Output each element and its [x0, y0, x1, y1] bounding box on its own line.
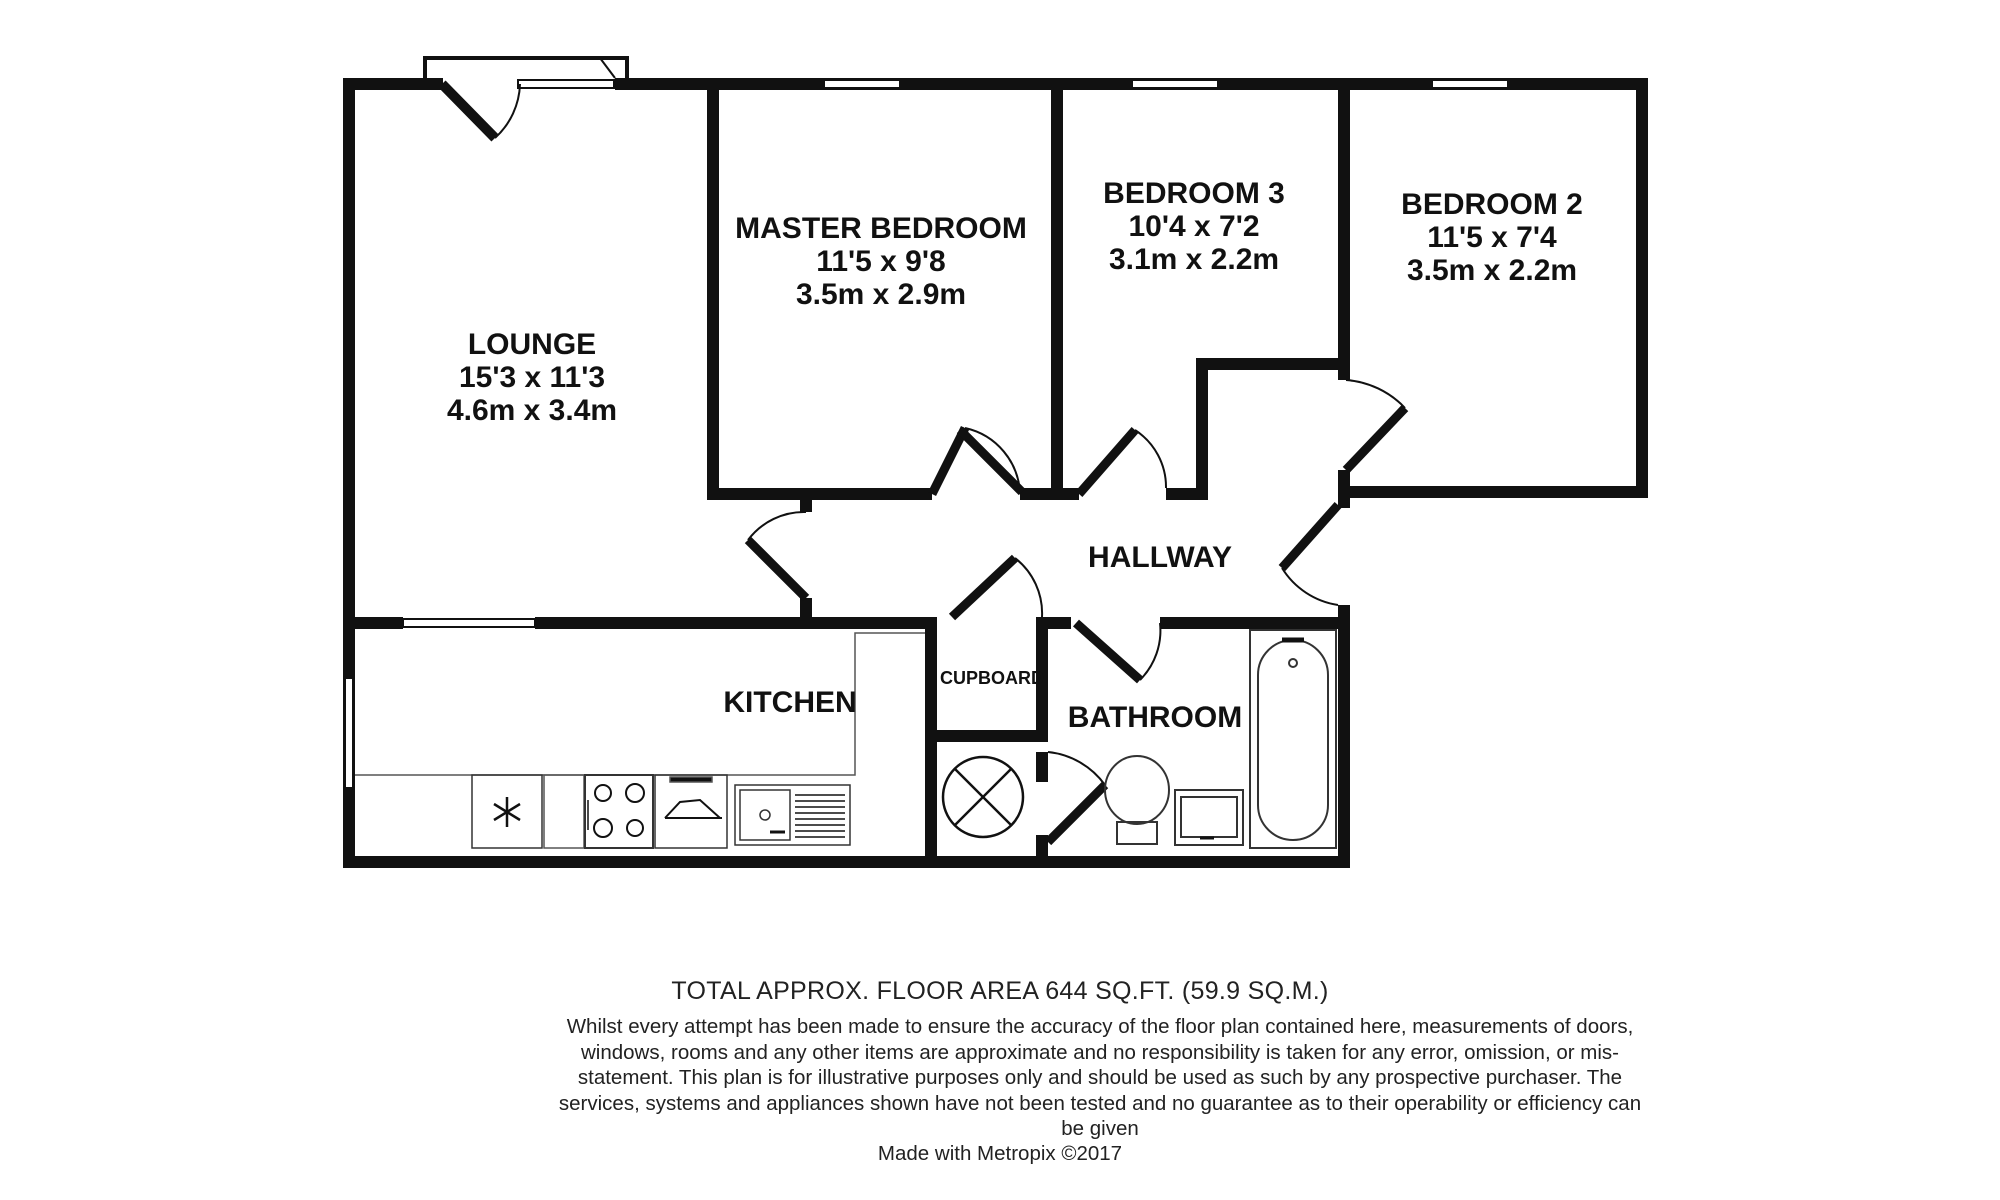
- wall-master-bottom: [707, 488, 932, 500]
- master-bedroom-metric: 3.5m x 2.9m: [795, 278, 967, 311]
- bedroom2-imperial: 11'5 x 7'4: [1427, 221, 1557, 254]
- wall-lounge-kitchen-right: [535, 617, 925, 629]
- wall-top-lounge-left: [343, 78, 443, 90]
- master-bedroom-name: MASTER BEDROOM: [735, 212, 1027, 245]
- wall-boiler-right: [1036, 752, 1048, 782]
- wall-b3-notch-vert: [1196, 358, 1208, 500]
- window-icon: [1132, 80, 1218, 88]
- bedroom3-metric: 3.1m x 2.2m: [1108, 243, 1280, 276]
- wall-master-right: [1051, 90, 1063, 500]
- sink-icon: [735, 785, 850, 845]
- window-icon: [824, 80, 900, 88]
- kitchen-name: KITCHEN: [723, 686, 857, 719]
- wall-bathroom-top-left: [1036, 617, 1071, 629]
- door-swing-icon: [748, 540, 806, 598]
- bedroom2-name: BEDROOM 2: [1401, 188, 1583, 221]
- kitchen-fixtures: [355, 633, 925, 848]
- door-swing-icon: [952, 558, 1015, 617]
- bedroom3-imperial: 10'4 x 7'2: [1128, 210, 1260, 243]
- oven-icon: [655, 775, 727, 848]
- hob-icon: [585, 775, 653, 848]
- total-floor-area: TOTAL APPROX. FLOOR AREA 644 SQ.FT. (59.9 SQ.M.): [671, 977, 1329, 1005]
- window-icon: [1432, 80, 1508, 88]
- wall-left-upper: [343, 78, 355, 628]
- credit-text: Made with Metropix ©2017: [877, 1142, 1123, 1165]
- lounge-imperial: 15'3 x 11'3: [458, 361, 606, 394]
- entrance-bay: [425, 58, 627, 138]
- door-swing-icon: [1079, 430, 1135, 494]
- door-swing-icon: [1048, 785, 1105, 842]
- window-icon: [403, 619, 535, 627]
- bedroom3-name: BEDROOM 3: [1103, 177, 1285, 210]
- wall-hall-right-stub: [1338, 498, 1350, 508]
- bathroom-fixtures: [1105, 630, 1336, 848]
- bedroom2-metric: 3.5m x 2.2m: [1406, 254, 1578, 287]
- window-icon: [518, 80, 614, 88]
- wall-bottom-bedroom2: [1346, 486, 1648, 498]
- bath-icon: [1250, 630, 1336, 848]
- door-swing-icon: [1076, 623, 1140, 680]
- room-labels: [447, 177, 1583, 734]
- wall-hall-stub-top: [800, 498, 812, 512]
- wall-cupboard-bottom: [925, 730, 1048, 742]
- cupboard-name: CUPBOARD: [939, 668, 1045, 688]
- master-bedroom-imperial: 11'5 x 9'8: [816, 245, 946, 278]
- wall-right-bathroom: [1338, 605, 1350, 868]
- wall-lounge-kitchen-left: [343, 617, 403, 629]
- wall-b3-notch-horz: [1196, 358, 1346, 370]
- door-swing-icon: [1346, 408, 1405, 470]
- door-swing-icon: [932, 428, 965, 494]
- wall-b3-right: [1338, 90, 1350, 380]
- wall-right-bedroom2: [1636, 78, 1648, 498]
- wall-bottom: [343, 856, 1350, 868]
- lounge-name: LOUNGE: [467, 328, 597, 361]
- wall-master-left: [707, 90, 719, 490]
- disclaimer-text: Whilst every attempt has been made to ensure the accuracy of the floor plan contained here, measurements of doors, windows, rooms and any other items are approximate and no responsibility is taken for any error, omission, or mis-statement. This plan is for illustrative purposes only and should be used as such by any prospective purchaser. The services, systems and appliances shown have not been tested and no guarantee as to their operability or efficiency can be given: [558, 1015, 1642, 1140]
- bathroom-name: BATHROOM: [1067, 701, 1243, 734]
- wall-b3-bottom-left: [1051, 488, 1079, 500]
- wall-bathroom-top-right: [1160, 617, 1350, 629]
- hallway-name: HALLWAY: [1088, 541, 1232, 574]
- boiler-icon: [943, 757, 1023, 837]
- basin-icon: [1175, 790, 1243, 845]
- snowflake-icon: [494, 797, 520, 827]
- window-icon: [345, 678, 353, 788]
- toilet-icon: [1105, 756, 1169, 844]
- doors: [748, 380, 1405, 842]
- lounge-metric: 4.6m x 3.4m: [446, 394, 618, 427]
- door-swing-icon: [1282, 505, 1338, 568]
- wall-kitchen-cupboard: [925, 617, 937, 868]
